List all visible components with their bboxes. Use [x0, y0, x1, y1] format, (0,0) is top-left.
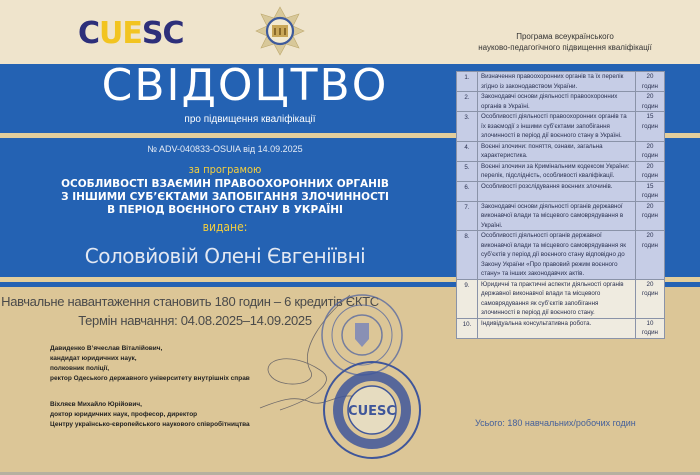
- row-number: 5.: [457, 161, 478, 181]
- table-row: [457, 112, 665, 142]
- program-table: [456, 71, 665, 339]
- hours-unit: годин: [642, 329, 658, 336]
- table-row: [457, 92, 665, 112]
- program-title-line-3: В ПЕРІОД ВОЄННОГО СТАНУ В УКРАЇНІ: [107, 204, 343, 216]
- row-hours: [636, 112, 665, 142]
- hours-unit: годин: [642, 82, 658, 90]
- logo-c: C: [78, 16, 100, 51]
- signatory-1-line: ректор Одеського державного університету внутрішніх справ: [50, 375, 250, 382]
- row-hours: [636, 72, 665, 92]
- row-hours: [636, 318, 665, 338]
- hours-unit: годин: [642, 122, 658, 130]
- hours-unit: годин: [642, 241, 658, 249]
- hours-value: 20: [646, 73, 654, 80]
- table-row: [457, 161, 665, 181]
- signatory-1: [50, 344, 250, 384]
- university-emblem-icon: [255, 6, 305, 56]
- row-topic: Особливості розслідування воєнних злочинів.: [478, 181, 636, 201]
- signatory-1-line: полковник поліції,: [50, 365, 110, 372]
- hours-value: 20: [646, 232, 654, 239]
- issued-label: видане:: [202, 220, 248, 234]
- row-topic: Воєнні злочини: поняття, ознаки, загальна характеристика.: [478, 141, 636, 161]
- total-hours: Усього: 180 навчальних/робочих годин: [475, 418, 636, 428]
- row-number: 4.: [457, 141, 478, 161]
- hours-unit: годин: [642, 172, 658, 179]
- hours-value: 20: [646, 202, 654, 210]
- recipient-name: Соловйовій Олені Євгеніївні: [84, 244, 366, 268]
- table-row: [457, 72, 665, 92]
- program-heading-line-2: науково-педагогічного підвищення кваліфікації: [478, 43, 652, 52]
- row-hours: [636, 141, 665, 161]
- row-hours: [636, 231, 665, 280]
- signatory-2-name: Віхляєв Михайло Юрійович,: [50, 401, 142, 408]
- hours-value: 15: [646, 182, 654, 190]
- row-hours: [636, 181, 665, 201]
- row-hours: [636, 279, 665, 318]
- hours-value: 20: [646, 142, 654, 150]
- logo-ue: UE: [99, 16, 142, 51]
- table-row: [457, 201, 665, 231]
- row-topic: Особливості діяльності органів державної виконавчої влади та місцевого самоврядування як суб’єктів у період дії воєнного стану відповідно до Закону України «Про правовий режим воєнного стану» та інших законодавчих актів.: [478, 231, 636, 280]
- row-hours: [636, 201, 665, 231]
- logo-sc: SC: [141, 16, 184, 51]
- hours-value: 15: [646, 113, 654, 120]
- hours-unit: годин: [642, 192, 658, 199]
- row-topic: Воєнні злочини за Кримінальним кодексом України: перелік, підслідність, особливості кваліфікації.: [478, 161, 636, 181]
- row-topic: Визначення правоохоронних органів та їх перелік згідно із законодавством України.: [478, 72, 636, 92]
- signatory-2-line: доктор юридичних наук, професор, директор: [50, 411, 198, 418]
- row-topic: Юридичні та практичні аспекти діяльності органів державної виконавчої влади та місцевого самоврядування як суб’єктів запобігання злочинності в період дії воєнного стану.: [478, 279, 636, 318]
- row-hours: [636, 161, 665, 181]
- row-number: 2.: [457, 92, 478, 112]
- row-number: 8.: [457, 231, 478, 280]
- signatory-1-name: Давиденко В’ячеслав Віталійович,: [50, 345, 163, 352]
- row-hours: [636, 92, 665, 112]
- row-number: 1.: [457, 72, 478, 92]
- cuesc-seal-icon: [322, 360, 422, 460]
- hours-value: 20: [646, 93, 654, 100]
- table-row: [457, 141, 665, 161]
- signatory-2: [50, 400, 250, 430]
- hours-value: 20: [646, 280, 654, 288]
- row-number: 6.: [457, 181, 478, 201]
- table-row: [457, 181, 665, 201]
- hours-value: 10: [646, 319, 654, 327]
- certificate-number: № ADV-040833-OSUIA від 14.09.2025: [147, 144, 303, 154]
- term-text: Термін навчання: 04.08.2025–14.09.2025: [78, 313, 312, 328]
- signatory-2-line: Центру українсько-європейського наукового співробітництва: [50, 421, 250, 428]
- load-text: Навчальне навантаження становить 180 годин – 6 кредитів ЄКТС: [1, 294, 379, 309]
- hours-unit: годин: [642, 102, 658, 110]
- program-title-line-1: ОСОБЛИВОСТІ ВЗАЄМИН ПРАВООХОРОННИХ ОРГАНІВ: [61, 178, 389, 190]
- row-number: 7.: [457, 201, 478, 231]
- row-topic: Законодавчі основи діяльності органів державної виконавчої влади та місцевого самоврядування в Україні.: [478, 201, 636, 231]
- table-row: [457, 318, 665, 338]
- certificate-subtitle: про підвищення кваліфікації: [184, 114, 316, 125]
- hours-unit: годин: [642, 212, 658, 219]
- row-number: 9.: [457, 279, 478, 318]
- row-topic: Індивідуальна консультативна робота.: [478, 318, 636, 338]
- hours-unit: годин: [642, 290, 658, 297]
- program-label: за програмою: [188, 163, 262, 176]
- row-number: 10.: [457, 318, 478, 338]
- hours-unit: годин: [642, 152, 658, 159]
- signatory-1-line: кандидат юридичних наук,: [50, 355, 137, 362]
- program-heading-line-1: Програма всеукраїнського: [516, 32, 614, 41]
- table-row: [457, 279, 665, 318]
- certificate-title: СВІДОЦТВО: [101, 60, 389, 111]
- row-topic: Особливості діяльності правоохоронних органів та їх взаємодії з іншими суб’єктами запобігання злочинності в період дії воєнного стану в Україні.: [478, 112, 636, 142]
- row-number: 3.: [457, 112, 478, 142]
- row-topic: Законодавчі основи діяльності правоохоронних органів в Україні.: [478, 92, 636, 112]
- hours-value: 20: [646, 162, 654, 170]
- program-heading: [460, 31, 670, 53]
- svg-text:CUESC: CUESC: [348, 404, 396, 419]
- table-row: [457, 231, 665, 280]
- cuesc-logo: [78, 16, 184, 51]
- program-title-line-2: З ІНШИМИ СУБ’ЄКТАМИ ЗАПОБІГАННЯ ЗЛОЧИННОСТІ: [61, 191, 389, 203]
